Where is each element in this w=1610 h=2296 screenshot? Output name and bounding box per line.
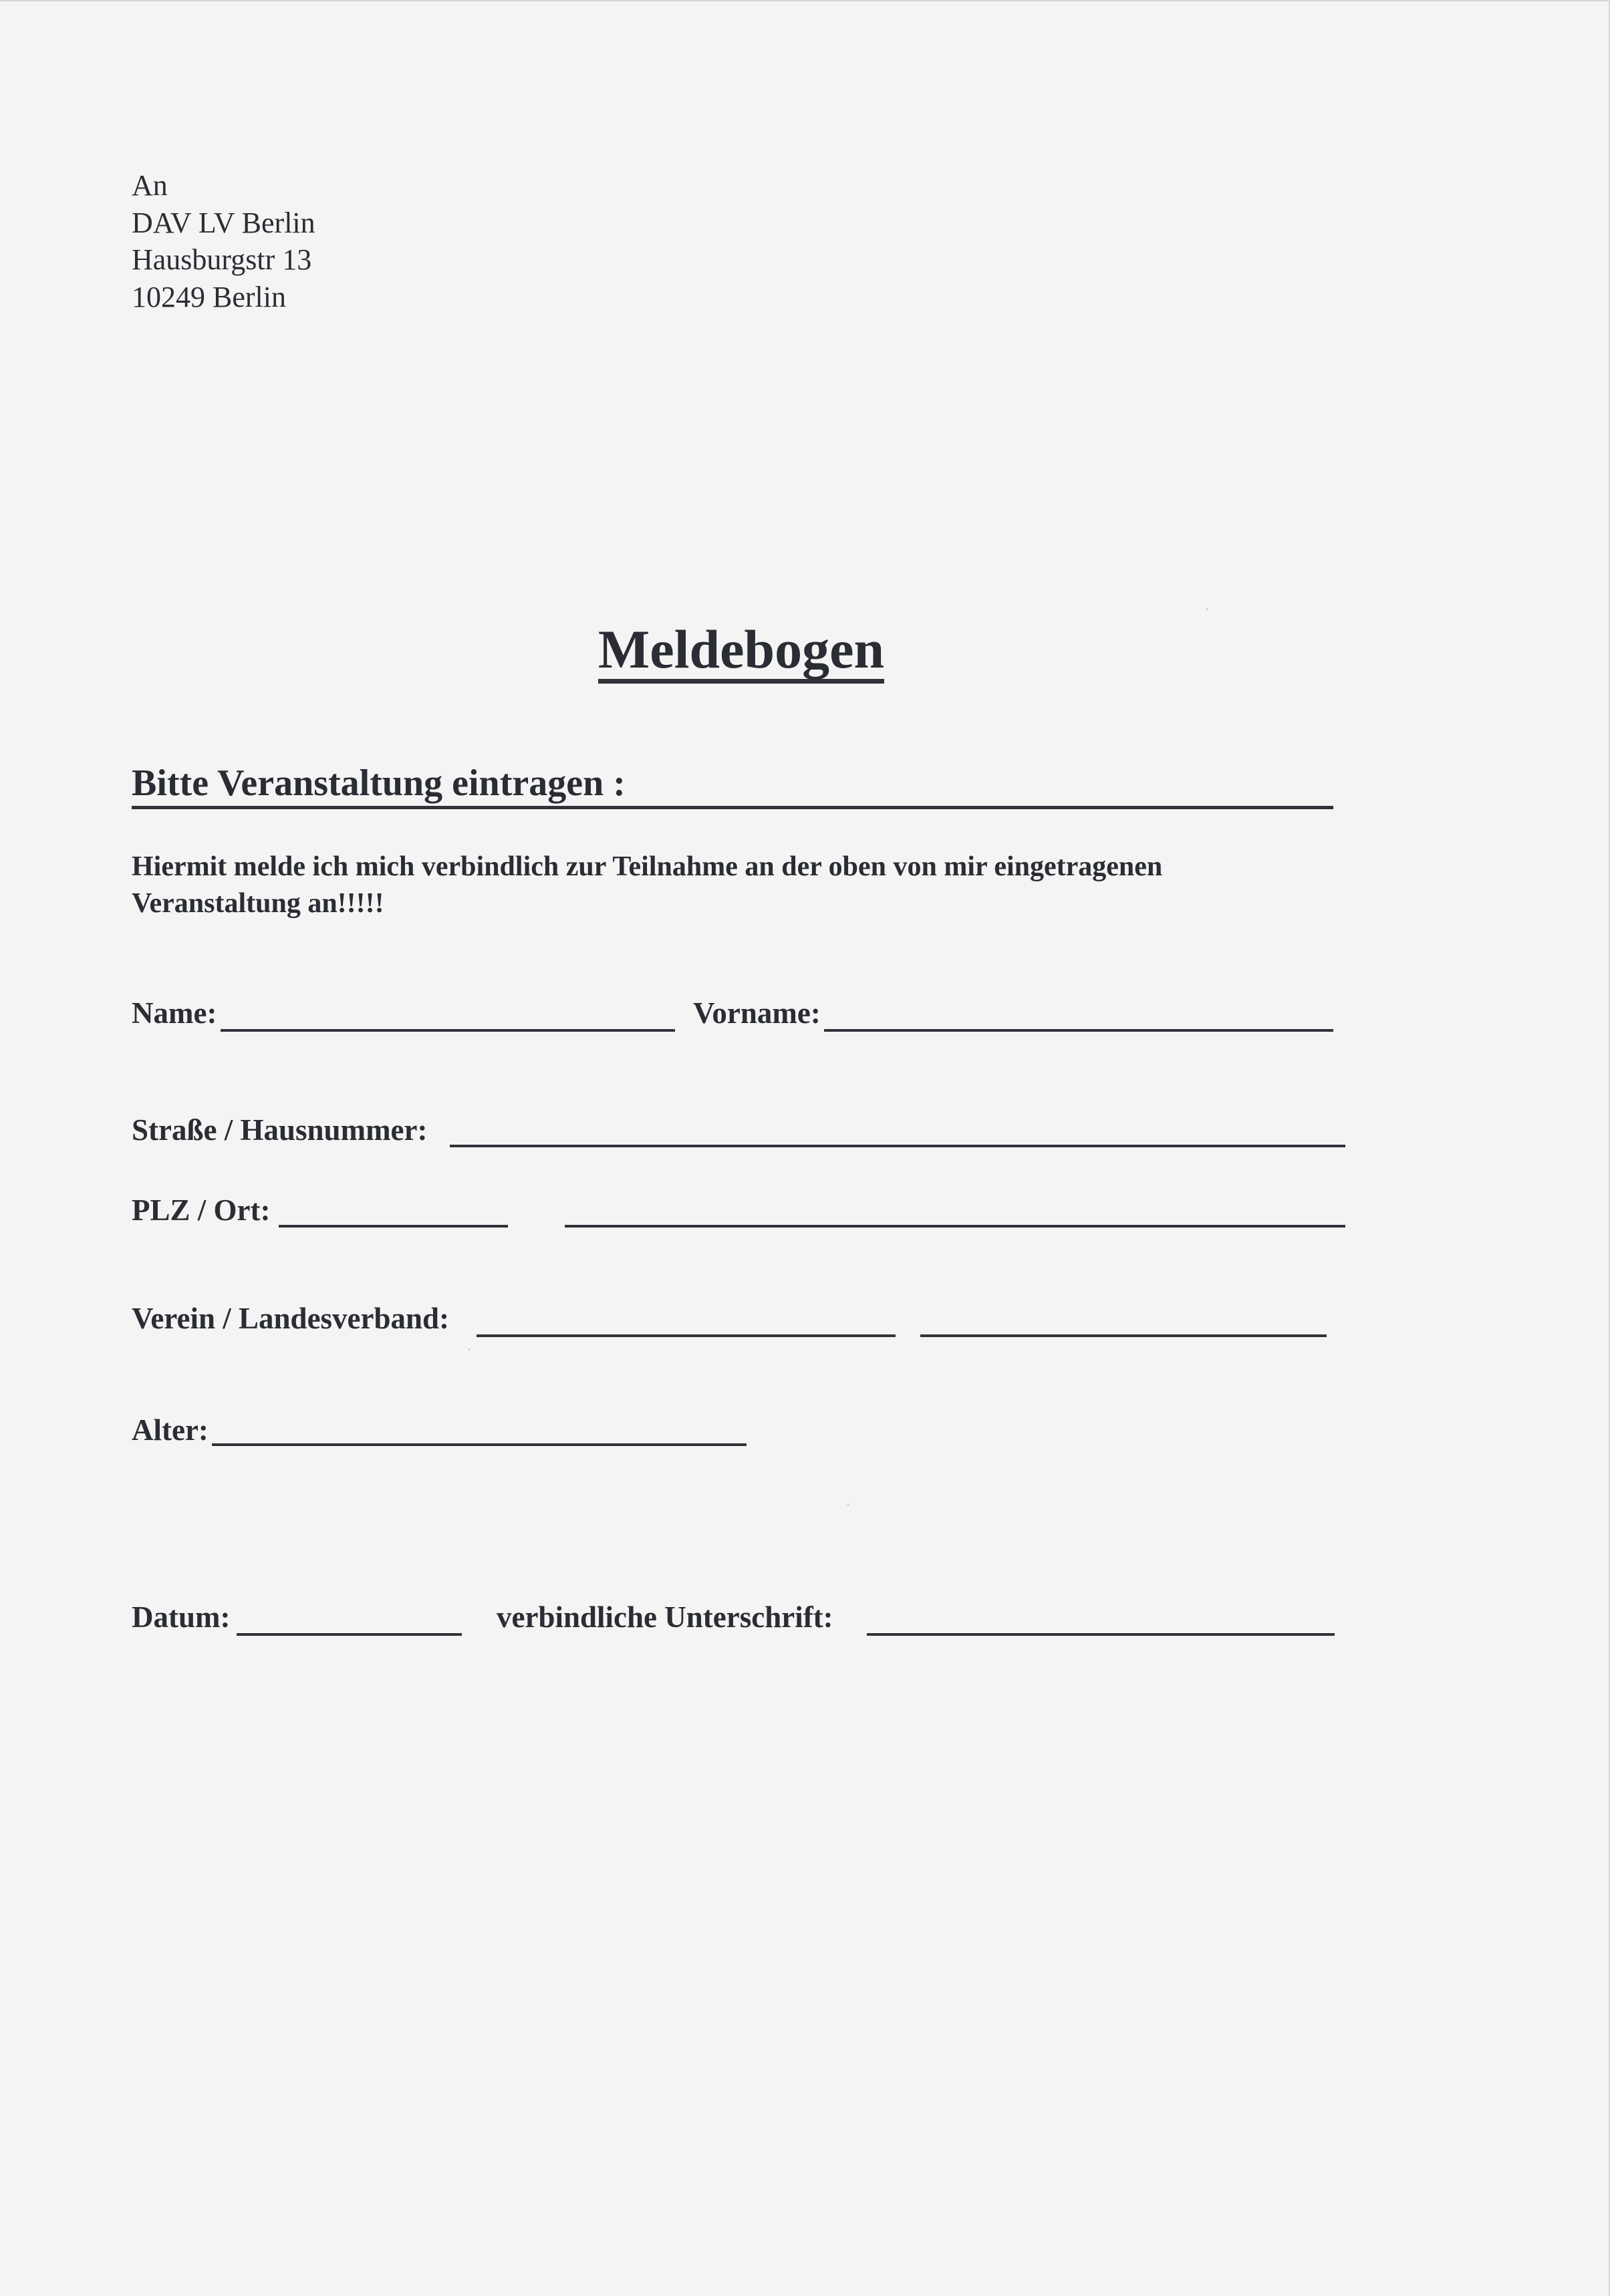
declaration-line-1: Hiermit melde ich mich verbindlich zur Teilnahme an der oben von mir eingetragenen (132, 851, 1163, 882)
declaration-line-2: Veranstaltung an!!!!! (132, 888, 384, 919)
name-label: Name: (132, 996, 217, 1030)
scan-speck (847, 1503, 849, 1505)
street-row (132, 1111, 1341, 1151)
event-field (132, 762, 1333, 809)
street-label: Straße / Hausnummer: (132, 1113, 428, 1147)
recipient-address (132, 167, 315, 315)
age-row (132, 1411, 934, 1451)
event-label: Bitte Veranstaltung eintragen : (132, 762, 626, 804)
ort-input-line[interactable] (565, 1225, 1345, 1228)
vorname-label: Vorname: (693, 996, 821, 1030)
plz-input-line[interactable] (279, 1225, 508, 1228)
address-line: DAV LV Berlin (132, 206, 315, 239)
signature-input-line[interactable] (867, 1633, 1335, 1636)
date-label: Datum: (132, 1600, 231, 1634)
street-input-line[interactable] (450, 1145, 1345, 1147)
declaration-text (132, 849, 1348, 922)
scan-speck (1206, 608, 1208, 610)
page-edge-top (0, 0, 1610, 1)
age-input-line[interactable] (212, 1443, 747, 1446)
signature-label: verbindliche Unterschrift: (497, 1600, 833, 1634)
title-text: Meldebogen (598, 620, 884, 684)
date-signature-row (132, 1598, 1341, 1638)
date-input-line[interactable] (237, 1633, 462, 1636)
address-line: 10249 Berlin (132, 280, 286, 313)
club-row (132, 1300, 1341, 1340)
plz-ort-label: PLZ / Ort: (132, 1193, 271, 1227)
club-label: Verein / Landesverband: (132, 1302, 450, 1335)
name-row (132, 994, 1341, 1034)
vorname-input-line[interactable] (824, 1029, 1333, 1032)
address-line: Hausburgstr 13 (132, 243, 312, 276)
document-title (0, 618, 1482, 684)
state-association-input-line[interactable] (920, 1334, 1327, 1337)
club-input-line[interactable] (477, 1334, 896, 1337)
name-input-line[interactable] (221, 1029, 675, 1032)
age-label: Alter: (132, 1413, 209, 1447)
scan-speck (468, 1348, 470, 1350)
plz-ort-row (132, 1191, 1341, 1232)
address-line: An (132, 169, 168, 202)
event-input-line[interactable] (132, 806, 1333, 809)
